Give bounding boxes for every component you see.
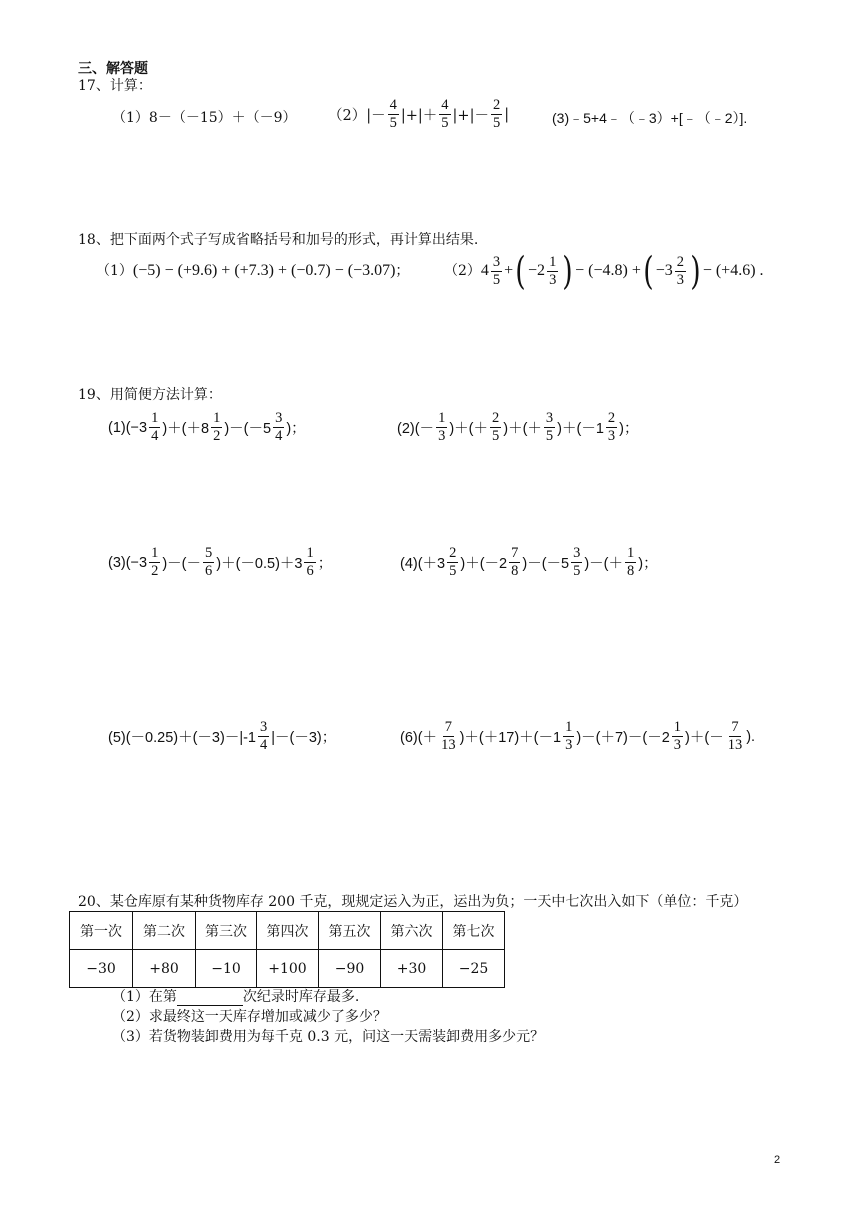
fraction: $\frac{4}{5}$ — [389, 97, 397, 131]
q18-label: 18、把下面两个式子写成省略括号和加号的形式，再计算出结果. — [78, 232, 479, 248]
right-paren: ) — [690, 249, 701, 293]
q17-p2-prefix: （2）|－ — [328, 108, 386, 124]
left-paren: ( — [515, 249, 526, 293]
q17-p2-mid2: |+|－ — [452, 108, 489, 124]
left-paren: ( — [643, 249, 654, 293]
right-paren: ) — [562, 249, 573, 293]
table-cell: −10 — [196, 950, 257, 988]
section-title: 三、解答题 — [78, 61, 148, 77]
q18-p1-end: ； — [395, 263, 410, 279]
whole-number: 4 — [480, 262, 489, 279]
table-header-cell: 第三次 — [196, 912, 257, 950]
operator: + — [504, 262, 514, 279]
table-header-cell: 第一次 — [70, 912, 133, 950]
table-cell: +30 — [381, 950, 443, 988]
q17-part3: (3)﹣5+4﹣（﹣3）+[﹣（﹣2）]. — [552, 110, 748, 126]
q17-p2-mid1: |+|＋ — [400, 108, 438, 124]
table-cell: −25 — [443, 950, 505, 988]
q20-label: 20、某仓库原有某种货物库存 200 千克，现规定运入为正，运出为负；一天中七次出入如下（单位：千克） — [78, 894, 748, 910]
q20-sub1-prefix: （1）在第 — [112, 989, 177, 1005]
q17-part2 — [328, 98, 509, 131]
answer-blank[interactable] — [177, 991, 243, 1006]
q19-expr-5: (5)(－0.25)＋(－3)－|-1 $\frac{3}{4}$ |－(－3)； — [108, 719, 337, 753]
q19-expr-4: (4)(＋3 $\frac{2}{5}$ )＋(－2 $\frac{7}{8}$ )－(－5 $\frac{3}{5}$ )－(＋ $\frac{1}{8}$ )； — [400, 545, 658, 579]
q18-part1 — [96, 262, 409, 280]
table-header-cell: 第六次 — [381, 912, 443, 950]
q20-sub2: （2）求最终这一天库存增加或减少了多少？ — [112, 1009, 387, 1025]
q19-expr-3: (3)(−3 $\frac{1}{2}$ )－(－ $\frac{5}{6}$ )＋(－0.5)＋3 $\frac{1}{6}$ ； — [108, 545, 333, 579]
page-number: 2 — [774, 1154, 781, 1166]
q19-expr-6: (6)(＋ $\frac{7}{13}$ )＋(＋17)＋(－1 $\frac{1}{3}$ )－(＋7)－(－2 $\frac{1}{3}$ )＋(－ $\frac{7}{13}$ ). — [400, 719, 756, 753]
q18-p1-expr: (−5) − (+9.6) + (+7.3) + (−0.7) − (−3.07) — [132, 262, 396, 279]
q18-p1-tag: （1） — [96, 263, 133, 279]
q20-sub3: （3）若货物装卸费用为每千克 0.3 元，问这一天需装卸费用多少元？ — [112, 1029, 545, 1045]
table-cell: −90 — [319, 950, 381, 988]
table-row — [70, 950, 505, 988]
q20-sub1-suffix: 次纪录时库存最多. — [242, 989, 360, 1005]
q20-sub1 — [112, 988, 359, 1006]
table-header-cell: 第四次 — [257, 912, 319, 950]
fraction: $\frac{1}{3}$ — [549, 253, 557, 288]
inventory-table — [69, 911, 505, 988]
q18-p2-tag: （2） — [444, 263, 481, 279]
whole-number: −2 — [528, 262, 546, 279]
q17-p2-suffix: | — [504, 106, 510, 123]
fraction: $\frac{3}{5}$ — [492, 253, 501, 288]
fraction: $\frac{2}{3}$ — [676, 253, 684, 288]
table-cell: +100 — [257, 950, 319, 988]
whole-number: −3 — [655, 262, 673, 279]
table-cell: +80 — [133, 950, 196, 988]
fraction: $\frac{2}{5}$ — [492, 97, 501, 131]
q19-expr-1: (1)(−3 $\frac{1}{4}$ )＋(＋8 $\frac{1}{2}$ )－(－5 $\frac{3}{4}$ )； — [108, 410, 306, 444]
q18-p2-end: − (+4.6) . — [702, 262, 764, 279]
q19-label: 19、用简便方法计算： — [78, 387, 222, 403]
q17-label: 17、计算： — [78, 78, 152, 94]
table-header-cell: 第七次 — [443, 912, 505, 950]
fraction: $\frac{4}{5}$ — [441, 97, 449, 131]
q18-p2-mid: − (−4.8) + — [575, 262, 641, 279]
table-header-cell: 第五次 — [319, 912, 381, 950]
q17-part1: （1）8－（－15）＋（－9） — [112, 110, 297, 126]
table-cell: −30 — [70, 950, 133, 988]
table-header-cell: 第二次 — [133, 912, 196, 950]
q19-expr-2: (2)(－ $\frac{1}{3}$ )＋(＋ $\frac{2}{5}$ )＋(＋ $\frac{3}{5}$ )＋(－1 $\frac{2}{3}$ )； — [397, 410, 639, 444]
q18-part2 — [444, 249, 764, 293]
table-header-row — [70, 912, 505, 950]
